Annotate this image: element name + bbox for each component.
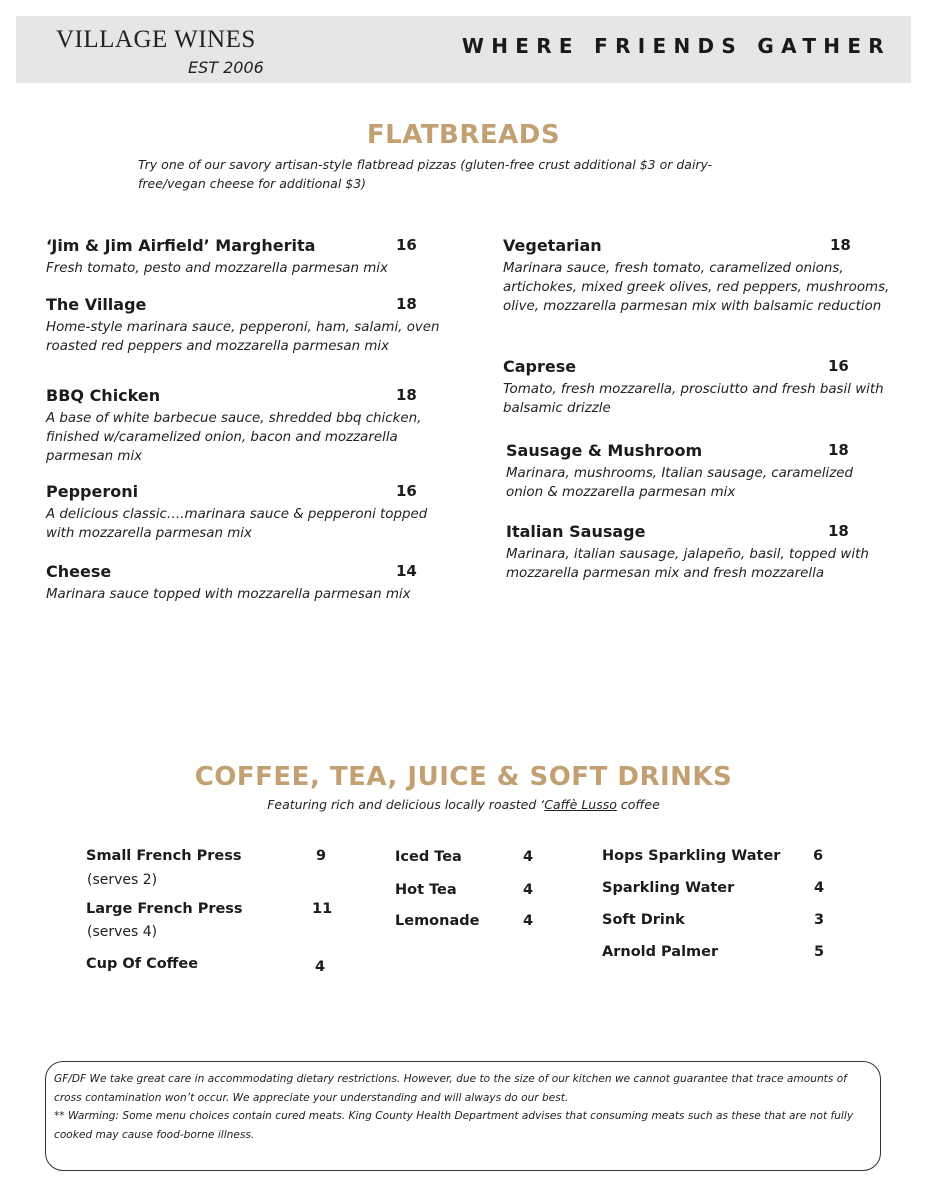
dietary-disclaimer: GF/DF We take great care in accommodating dietary restrictions. However, due to the size of our kitchen we cannot guarantee that trace amounts of cross contamination won’t occur. We appreciate your understanding and will always do our best. [54, 1073, 847, 1104]
drink-name: Arnold Palmer [602, 944, 719, 960]
menu-item [503, 357, 893, 418]
drink-name: Cup Of Coffee [86, 956, 199, 972]
menu-item [506, 522, 886, 583]
drinks-subtitle [0, 797, 927, 812]
flatbreads-title: FLATBREADS [366, 120, 561, 150]
drink-price: 3 [814, 912, 825, 928]
menu-item-price: 16 [396, 482, 417, 500]
drink-note: (serves 4) [87, 924, 158, 940]
menu-item-price: 16 [396, 236, 417, 254]
drink-name: Hops Sparkling Water [602, 848, 781, 864]
menu-item [46, 295, 446, 356]
menu-item [46, 482, 446, 543]
menu-item [46, 236, 446, 278]
drink-price: 11 [312, 901, 333, 917]
menu-item-price: 16 [828, 357, 849, 375]
menu-item-price: 14 [396, 562, 417, 580]
drink-name: Large French Press [86, 901, 243, 917]
menu-item-description: A delicious classic….marinara sauce & pepperoni topped with mozzarella parmesan mix [46, 507, 428, 541]
menu-item [506, 441, 886, 502]
menu-item-name: ‘Jim & Jim Airfield’ Margherita [46, 236, 316, 255]
menu-item-description: Marinara sauce topped with mozzarella parmesan mix [46, 587, 411, 602]
menu-item-description: Home-style marinara sauce, pepperoni, ham, salami, oven roasted red peppers and mozzarella parmesan mix [46, 320, 440, 354]
menu-item-description: A base of white barbecue sauce, shredded bbq chicken, finished w/caramelized onion, bacon and mozzarella parmesan mix [46, 411, 422, 464]
drink-price: 4 [814, 880, 825, 896]
drink-name: Iced Tea [395, 849, 462, 865]
menu-item-description: Marinara, italian sausage, jalapeño, basil, topped with mozzarella parmesan mix and fresh mozzarella [506, 547, 869, 581]
drinks-title: COFFEE, TEA, JUICE & SOFT DRINKS [194, 762, 733, 792]
drinks-subtitle-text: Featuring rich and delicious locally roasted ‘ [267, 797, 545, 812]
menu-item-description: Marinara, mushrooms, Italian sausage, caramelized onion & mozzarella parmesan mix [506, 466, 853, 500]
brand-established: EST 2006 [188, 58, 264, 77]
tagline: WHERE FRIENDS GATHER [461, 34, 891, 58]
drink-price: 6 [813, 848, 824, 864]
drink-name: Hot Tea [395, 882, 457, 898]
drink-price: 4 [523, 849, 534, 865]
menu-item-price: 18 [828, 522, 849, 540]
menu-item [46, 386, 446, 466]
drink-name: Small French Press [86, 848, 242, 864]
header-bar [16, 16, 911, 83]
drink-name: Lemonade [395, 913, 480, 929]
menu-item-price: 18 [396, 386, 417, 404]
menu-item-name: Vegetarian [503, 236, 602, 255]
drink-price: 4 [523, 913, 534, 929]
menu-item-price: 18 [396, 295, 417, 313]
menu-item-price: 18 [828, 441, 849, 459]
menu-item-name: Cheese [46, 562, 112, 581]
menu-item-description: Tomato, fresh mozzarella, prosciutto and fresh basil with balsamic drizzle [503, 382, 884, 416]
drink-price: 9 [316, 848, 327, 864]
menu-item-name: BBQ Chicken [46, 386, 161, 405]
menu-item-description: Fresh tomato, pesto and mozzarella parmesan mix [46, 261, 388, 276]
flatbreads-intro: Try one of our savory artisan-style flatbread pizzas (gluten-free crust additional $3 or dairy-free/vegan cheese for additional $3) [138, 157, 713, 191]
menu-item-description: Marinara sauce, fresh tomato, caramelized onions, artichokes, mixed greek olives, red peppers, mushrooms, olive, mozzarella parmesan mix with balsamic reduction [503, 261, 890, 314]
health-warning: ** Warming: Some menu choices contain cured meats. King County Health Department advises that consuming meats such as these that are not fully cooked may cause food-borne illness. [54, 1110, 854, 1141]
drink-note: (serves 2) [87, 872, 158, 888]
drink-price: 5 [814, 944, 825, 960]
menu-item [46, 562, 446, 604]
coffee-brand-name: Caffè Lusso [544, 797, 617, 812]
menu-item-price: 18 [830, 236, 851, 254]
menu-item [503, 236, 893, 316]
menu-item-name: Italian Sausage [506, 522, 646, 541]
drinks-subtitle-end: coffee [616, 797, 660, 812]
menu-item-name: The Village [46, 295, 147, 314]
menu-item-name: Caprese [503, 357, 577, 376]
drink-name: Soft Drink [602, 912, 685, 928]
dietary-notice [45, 1061, 881, 1171]
drink-price: 4 [315, 959, 326, 975]
brand-name: VILLAGE WINES [56, 26, 256, 53]
drink-price: 4 [523, 882, 534, 898]
drink-name: Sparkling Water [602, 880, 735, 896]
menu-item-name: Pepperoni [46, 482, 139, 501]
menu-item-name: Sausage & Mushroom [506, 441, 703, 460]
